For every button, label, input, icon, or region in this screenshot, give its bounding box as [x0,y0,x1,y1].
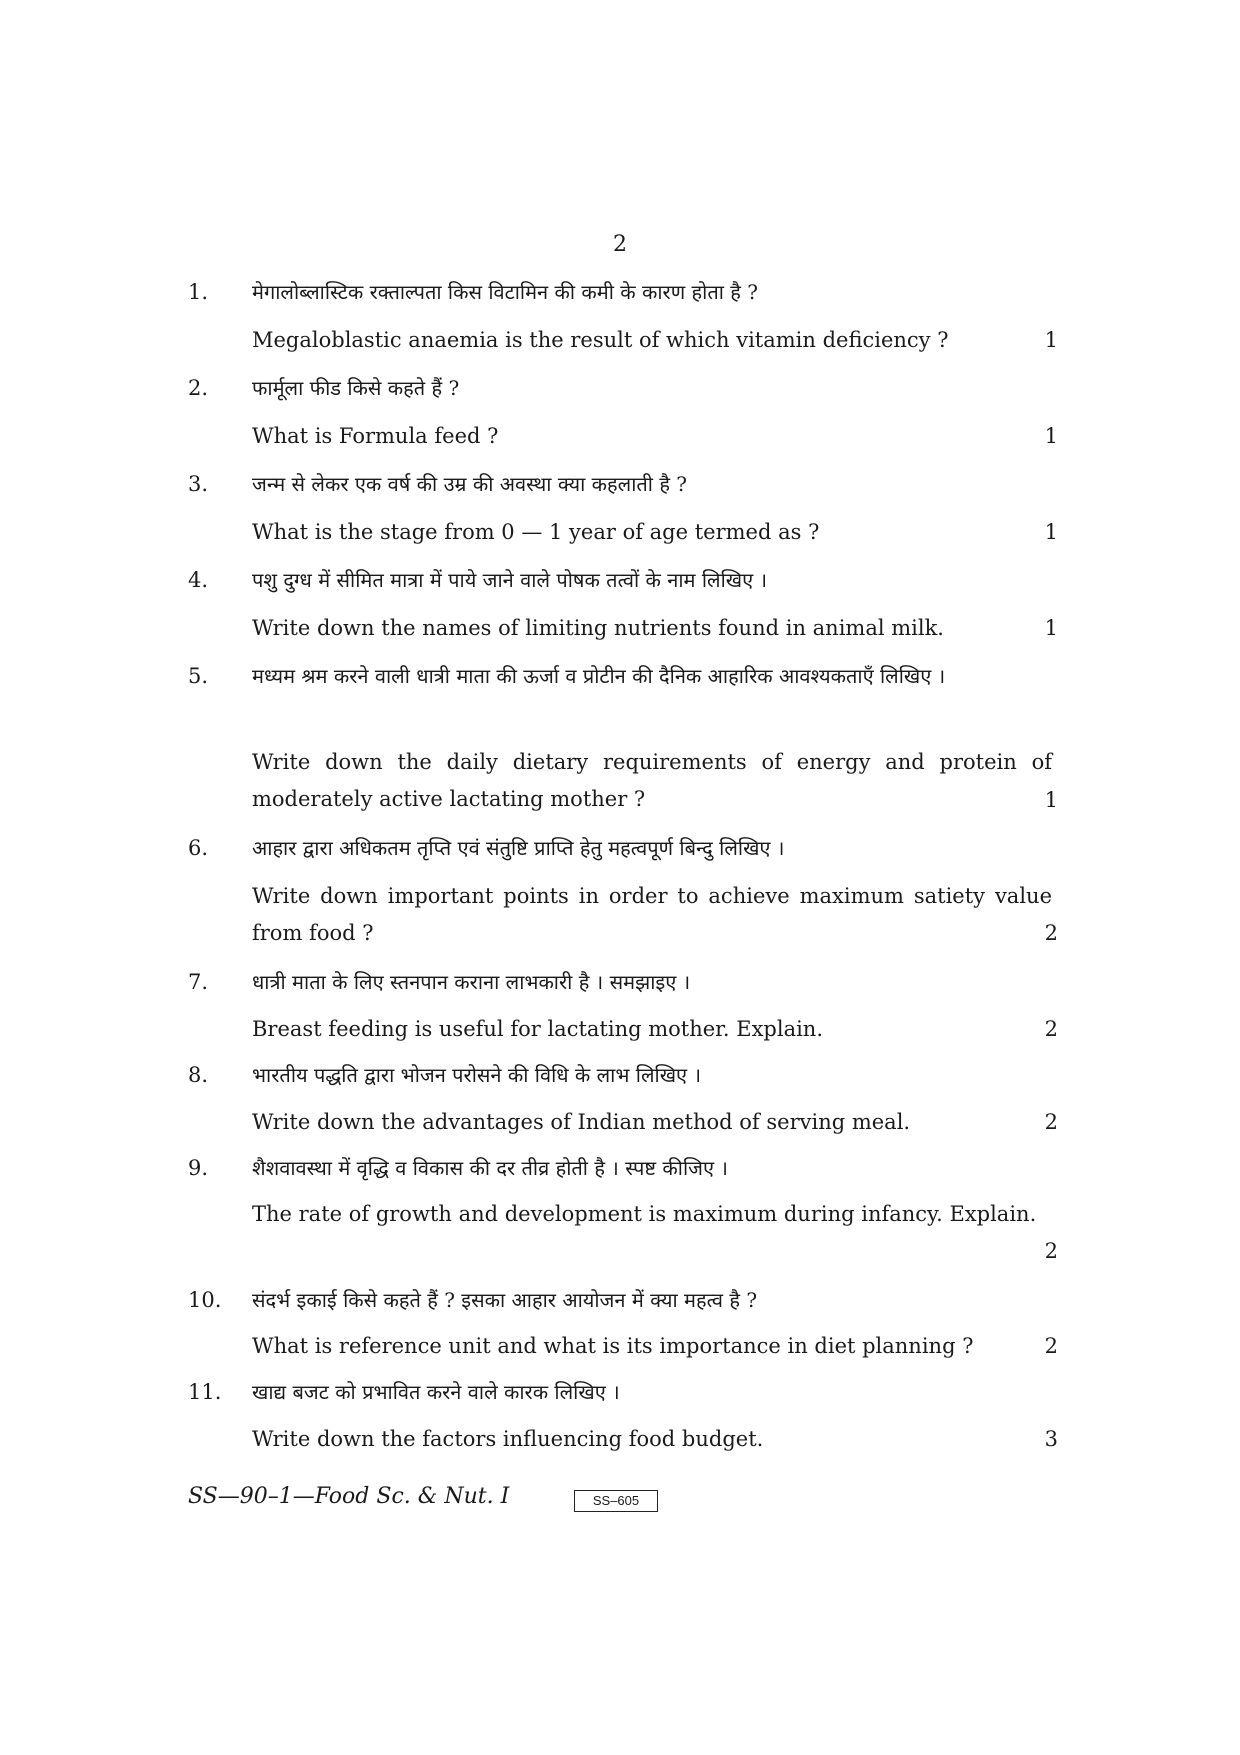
question-english: What is reference unit and what is its importance in diet planning ? [252,1334,974,1358]
question-english: Write down the names of limiting nutrients found in animal milk. [252,616,944,640]
question-english: Write down the factors influencing food budget. [252,1427,764,1451]
question-number: 7. [188,970,209,994]
question-number: 3. [188,472,209,496]
question-hindi: जन्म से लेकर एक वर्ष की उम्र की अवस्था क्या कहलाती है ? [252,472,688,496]
paper-code: SS—90–1—Food Sc. & Nut. I [188,1484,510,1509]
question-number: 8. [188,1063,209,1087]
question-hindi: मध्यम श्रम करने वाली धात्री माता की ऊर्जा व प्रोटीन की दैनिक आहारिक आवश्यकताएँ लिखिए । [252,664,946,688]
question-number: 11. [188,1380,222,1404]
question-english: Breast feeding is useful for lactating mother. Explain. [252,1017,824,1041]
question-marks: 1 [1044,424,1058,448]
question-english: Write down important points in order to achieve maximum satiety value from food ? [252,884,1052,945]
question-number: 5. [188,664,209,688]
question-number: 4. [188,568,209,592]
question-hindi: खाद्य बजट को प्रभावित करने वाले कारक लिखिए । [252,1380,620,1404]
question-marks: 2 [1044,1110,1058,1134]
question-hindi: मेगालोब्लास्टिक रक्ताल्पता किस विटामिन की कमी के कारण होता है ? [252,280,758,304]
question-hindi: शैशवावस्था में वृद्धि व विकास की दर तीव्र होती है । स्पष्ट कीजिए । [252,1156,728,1180]
question-marks: 2 [1044,1239,1058,1263]
question-hindi: संदर्भ इकाई किसे कहते हैं ? इसका आहार आयोजन में क्या महत्व है ? [252,1288,758,1312]
question-english: What is the stage from 0 — 1 year of age termed as ? [252,520,820,544]
question-number: 6. [188,836,209,860]
question-english: Write down the daily dietary requirements of energy and protein of moderately active lactating mother ? [252,750,1052,811]
page-number: 2 [613,232,627,257]
question-marks: 2 [1044,1017,1058,1041]
question-hindi: धात्री माता के लिए स्तनपान कराना लाभकारी है । समझाइए । [252,970,691,994]
question-marks: 1 [1044,788,1058,812]
question-marks: 2 [1044,1334,1058,1358]
question-hindi: पशु दुग्ध में सीमित मात्रा में पाये जाने वाले पोषक तत्वों के नाम लिखिए । [252,568,768,592]
question-marks: 1 [1044,328,1058,352]
paper-code-box: SS–605 [574,1490,658,1512]
question-english: Write down the advantages of Indian method of serving meal. [252,1110,911,1134]
question-english: What is Formula feed ? [252,424,499,448]
question-number: 1. [188,280,209,304]
question-hindi: फार्मूला फीड किसे कहते हैं ? [252,376,460,400]
question-number: 2. [188,376,209,400]
question-marks: 1 [1044,616,1058,640]
question-marks: 2 [1044,921,1058,945]
question-hindi: भारतीय पद्धति द्वारा भोजन परोसने की विधि के लाभ लिखिए । [252,1063,702,1087]
question-hindi: आहार द्वारा अधिकतम तृप्ति एवं संतुष्टि प्राप्ति हेतु महत्वपूर्ण बिन्दु लिखिए । [252,836,785,860]
question-number: 9. [188,1156,209,1180]
question-english: Megaloblastic anaemia is the result of which vitamin deficiency ? [252,328,949,352]
question-number: 10. [188,1288,222,1312]
question-marks: 1 [1044,520,1058,544]
question-marks: 3 [1044,1427,1058,1451]
question-english: The rate of growth and development is maximum during infancy. Explain. [252,1202,1037,1226]
